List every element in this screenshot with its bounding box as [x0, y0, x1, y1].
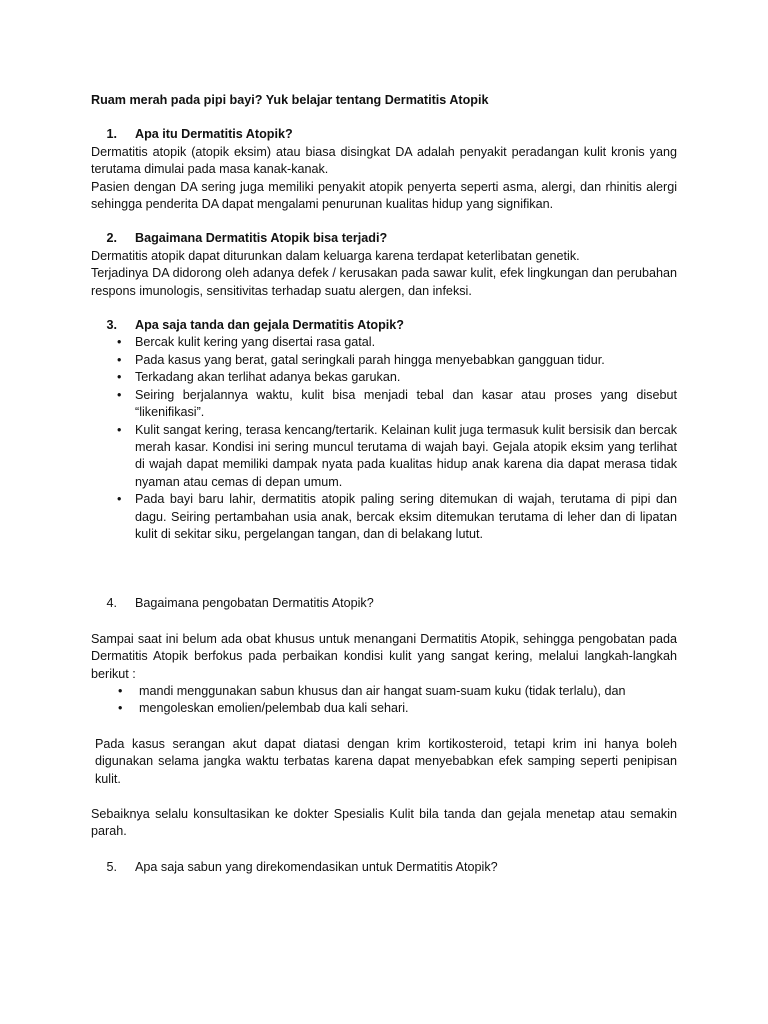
- section-3-number: 3.: [106, 318, 117, 333]
- bullet-icon: •: [117, 422, 122, 437]
- list-item: • Kulit sangat kering, terasa kencang/tertarik. Kelainan kulit juga termasuk kulit bersisik dan bercak merah kasar. Kondisi ini sering muncul terutama di wajah bayi. Gejala atopik eksim yang terlihat di wajah dapat memiliki dampak nyata pada kualitas hidup anak karena dia dapat merasa tidak nyaman atau cemas di depan umum.: [117, 422, 677, 489]
- section-2-paragraph-2: Terjadinya DA didorong oleh adanya defek / kerusakan pada sawar kulit, efek lingkungan dan perubahan respons imunologis, sensitivitas terhadap suatu alergen, dan infeksi.: [91, 266, 677, 298]
- list-item: • Terkadang akan terlihat adanya bekas garukan.: [91, 369, 677, 386]
- list-item: • Pada kasus yang berat, gatal seringkali parah hingga menyebabkan gangguan tidur.: [91, 352, 677, 369]
- bullet-icon: •: [117, 352, 122, 367]
- section-1-paragraph-1: Dermatitis atopik (atopik eksim) atau biasa disingkat DA adalah penyakit peradangan kulit kronis yang terutama dimulai pada masa kanak-kanak.: [91, 144, 677, 177]
- section-2-number: 2.: [106, 231, 117, 246]
- document-page: [91, 92, 677, 876]
- bullet-icon: •: [117, 492, 122, 507]
- section-2-heading: [91, 230, 677, 247]
- section-4-consult-paragraph: Sebaiknya selalu konsultasikan ke dokter Spesialis Kulit bila tanda dan gejala menetap atau semakin parah.: [91, 807, 677, 839]
- list-item: • Bercak kulit kering yang disertai rasa gatal.: [91, 334, 677, 351]
- document-title: Ruam merah pada pipi bayi? Yuk belajar tentang Dermatitis Atopik: [91, 93, 489, 107]
- section-1-heading: [91, 126, 677, 143]
- section-1-paragraph-2: Pasien dengan DA sering juga memiliki penyakit atopik penyerta seperti asma, alergi, dan rhinitis alergi sehingga penderita DA dapat mengalami penurunan kualitas hidup yang signifikan.: [91, 179, 677, 212]
- section-4-steroid-paragraph: Pada kasus serangan akut dapat diatasi dengan krim kortikosteroid, tetapi krim ini hanya boleh digunakan selama jangka waktu terbatas karena dapat menyebabkan efek samping seperti penipisan kulit.: [95, 736, 677, 786]
- section-3-heading: [91, 317, 677, 334]
- bullet-icon: •: [117, 387, 122, 402]
- section-5-heading: [91, 859, 677, 876]
- section-1-title: Apa itu Dermatitis Atopik?: [135, 127, 293, 142]
- section-1-number: 1.: [106, 127, 117, 142]
- section-4-intro: Sampai saat ini belum ada obat khusus untuk menangani Dermatitis Atopik, sehingga pengobatan pada Dermatitis Atopik berfokus pada perbaikan kondisi kulit yang sangat kering, melalui langkah-langkah berikut :: [91, 631, 677, 681]
- section-4-bullet-list: [91, 683, 677, 718]
- section-3-bullet-list: [91, 334, 677, 543]
- section-5-title: Apa saja sabun yang direkomendasikan untuk Dermatitis Atopik?: [135, 859, 498, 874]
- bullet-icon: •: [118, 683, 123, 698]
- list-item: • Pada bayi baru lahir, dermatitis atopik paling sering ditemukan di wajah, terutama di pipi dan dagu. Seiring pertambahan usia anak, bercak eksim ditemukan terutama di leher dan di lipatan kulit di sekitar siku, pergelangan tangan, dan di belakang lutut.: [117, 492, 677, 541]
- section-2-title: Bagaimana Dermatitis Atopik bisa terjadi?: [135, 231, 388, 246]
- list-item: • mengoleskan emolien/pelembab dua kali sehari.: [91, 700, 677, 717]
- bullet-icon: •: [118, 701, 123, 716]
- section-4-heading: [91, 595, 677, 612]
- section-5-number: 5.: [106, 859, 117, 874]
- section-4-number: 4.: [106, 596, 117, 611]
- bullet-icon: •: [117, 335, 122, 350]
- section-4-title: Bagaimana pengobatan Dermatitis Atopik?: [135, 596, 374, 611]
- list-item: • Seiring berjalannya waktu, kulit bisa menjadi tebal dan kasar atau proses yang disebut “likenifikasi”.: [117, 387, 677, 420]
- section-2-paragraph-1: Dermatitis atopik dapat diturunkan dalam keluarga karena terdapat keterlibatan genetik.: [91, 248, 580, 263]
- list-item: • mandi menggunakan sabun khusus dan air hangat suam-suam kuku (tidak terlalu), dan: [91, 683, 677, 700]
- section-3-title: Apa saja tanda dan gejala Dermatitis Atopik?: [135, 318, 404, 333]
- bullet-icon: •: [117, 370, 122, 385]
